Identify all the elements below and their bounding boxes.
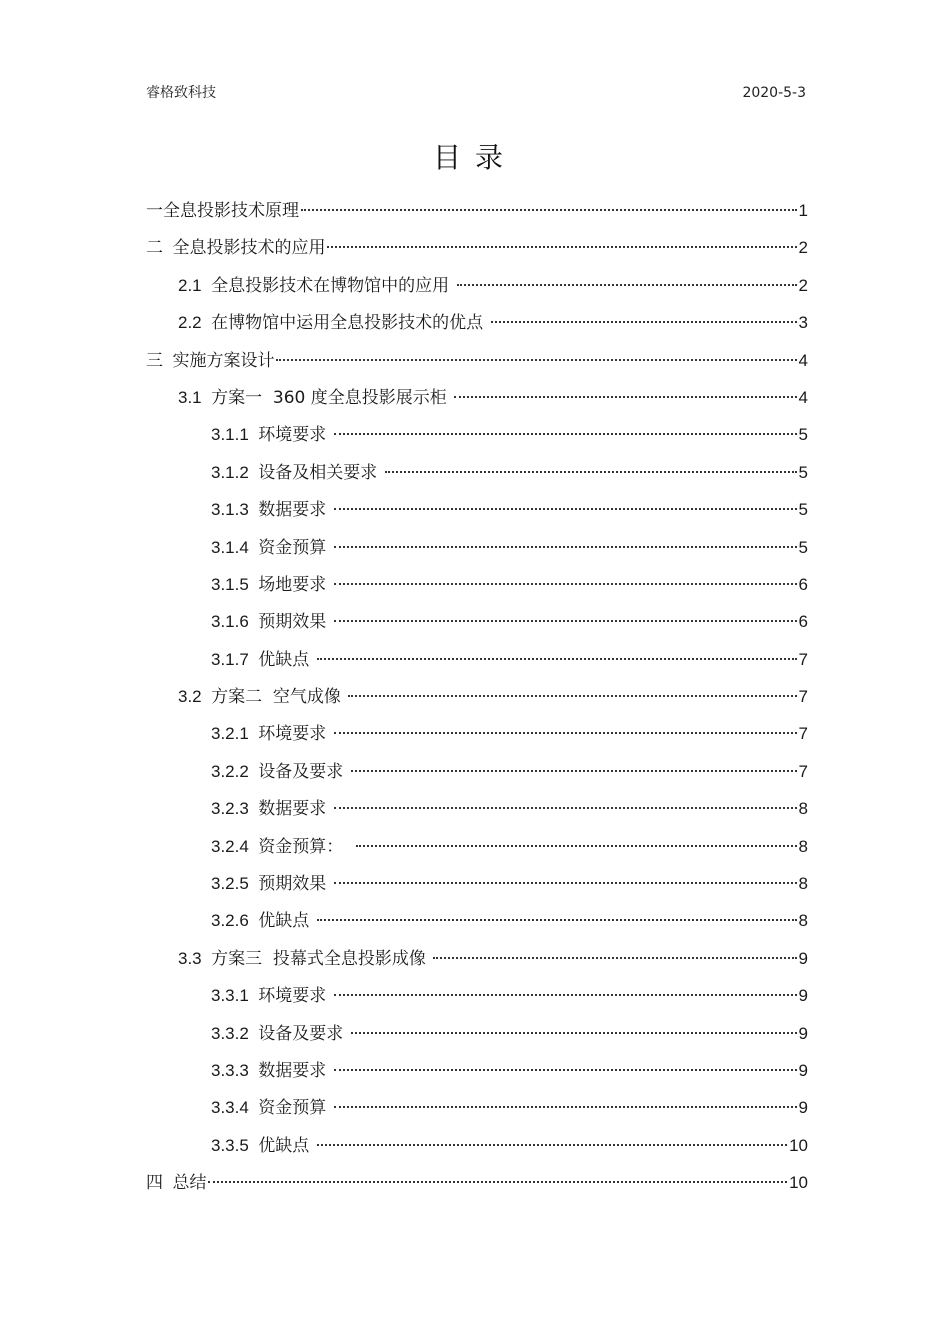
toc-dot-leader [208,1181,787,1183]
toc-entry-number: 3.2.4 [211,836,259,856]
toc-entry-page-number: 5 [798,425,808,445]
toc-entry-number: 四 [146,1173,173,1193]
toc-entry-title: 设备及相关要求 [258,462,383,483]
toc-entry-page-number: 7 [798,761,808,781]
toc-entry-page-number: 2 [798,238,808,258]
toc-entry-page-number: 9 [798,986,808,1006]
toc-entry-number: 3.1.2 [211,462,259,482]
toc-dot-leader [334,732,797,734]
toc-entry-page-number: 8 [798,874,808,894]
toc-entry-number: 3.2.6 [211,911,259,931]
toc-entry[interactable] [146,645,808,682]
toc-entry-title: 总结 [172,1173,207,1194]
toc-dot-leader [457,284,797,286]
toc-entry[interactable] [146,346,808,383]
table-of-contents [146,196,808,1206]
toc-entry-title: 环境要求 [258,986,332,1007]
toc-dot-leader [334,1106,797,1108]
toc-entry-number: 3.1 [178,387,212,407]
toc-entry-number: 3.3.3 [211,1060,259,1080]
toc-entry-page-number: 8 [798,911,808,931]
toc-entry[interactable] [146,570,808,607]
toc-dot-leader [334,882,797,884]
toc-entry-title: 优缺点 [258,1135,315,1156]
toc-entry-title: 设备及要求 [258,761,349,782]
toc-entry[interactable] [146,832,808,869]
toc-entry-number: 2.1 [178,275,212,295]
toc-entry-title: 在博物馆中运用全息投影技术的优点 [211,313,489,334]
toc-entry-title: 设备及要求 [258,1023,349,1044]
toc-entry-number: 3.3.5 [211,1135,259,1155]
toc-entry-number: 3.2.2 [211,761,259,781]
toc-entry-page-number: 2 [798,275,808,295]
toc-entry[interactable] [146,495,808,532]
toc-entry-title: 预期效果 [258,612,332,633]
toc-entry-number: 3.1.6 [211,612,259,632]
toc-entry-page-number: 8 [798,799,808,819]
toc-entry-title: 实施方案设计 [172,350,275,371]
toc-entry[interactable] [146,233,808,270]
toc-dot-leader [491,321,797,323]
toc-entry-title: 方案三 投幕式全息投影成像 [211,948,432,969]
toc-entry-page-number: 4 [798,350,808,370]
toc-entry[interactable] [146,1093,808,1130]
toc-entry-title: 全息投影技术的应用 [172,238,326,259]
toc-entry[interactable] [146,1131,808,1168]
toc-dot-leader [327,246,796,248]
toc-entry-number: 3.2.1 [211,724,259,744]
toc-entry-title: 环境要求 [258,425,332,446]
toc-entry-title: 数据要求 [258,1060,332,1081]
toc-entry[interactable] [146,1168,808,1205]
toc-entry-number: 3.3.4 [211,1098,259,1118]
toc-entry[interactable] [146,607,808,644]
toc-title: 目录 [432,141,517,174]
toc-entry-title: 方案一 360 度全息投影展示柜 [211,387,453,408]
toc-entry[interactable] [146,458,808,495]
toc-dot-leader [351,770,797,772]
toc-entry-number: 3.3.1 [211,986,259,1006]
toc-entry[interactable] [146,981,808,1018]
toc-entry[interactable] [146,794,808,831]
toc-entry-title: 一全息投影技术原理 [146,201,299,221]
toc-entry-page-number: 9 [798,948,808,968]
toc-entry-number: 3.1.5 [211,574,259,594]
toc-entry-number: 三 [146,350,173,370]
toc-entry[interactable] [146,271,808,308]
toc-entry-page-number: 8 [798,836,808,856]
toc-dot-leader [276,359,796,361]
toc-dot-leader [334,1069,797,1071]
toc-entry[interactable] [146,308,808,345]
toc-entry[interactable] [146,196,808,233]
toc-dot-leader [334,994,797,996]
toc-entry[interactable] [146,383,808,420]
toc-dot-leader [334,620,797,622]
toc-entry-number: 3.2.5 [211,874,259,894]
toc-entry-title: 场地要求 [258,574,332,595]
toc-entry-number: 3.2 [178,687,212,707]
toc-entry-page-number: 5 [798,537,808,557]
toc-entry-page-number: 9 [798,1060,808,1080]
toc-entry-page-number: 9 [798,1023,808,1043]
toc-entry-number: 3.1.1 [211,425,259,445]
toc-entry-page-number: 3 [798,313,808,333]
toc-dot-leader [351,1032,797,1034]
toc-entry-page-number: 5 [798,462,808,482]
toc-entry-page-number: 10 [789,1135,808,1155]
toc-entry-page-number: 6 [798,612,808,632]
toc-entry-page-number: 6 [798,574,808,594]
toc-entry-title: 资金预算 [258,537,332,558]
header-date: 2020-5-3 [742,85,806,101]
toc-entry[interactable] [146,682,808,719]
toc-entry-title: 优缺点 [258,649,315,670]
toc-dot-leader [334,583,797,585]
toc-entry-number: 3.1.4 [211,537,259,557]
toc-entry-title: 环境要求 [258,724,332,745]
toc-entry-page-number: 10 [789,1173,808,1193]
toc-entry-number: 3.1.7 [211,649,259,669]
toc-dot-leader [433,957,796,959]
toc-entry[interactable] [146,1019,808,1056]
toc-dot-leader [334,433,797,435]
toc-dot-leader [385,471,797,473]
toc-entry-title: 优缺点 [258,911,315,932]
toc-dot-leader [317,658,797,660]
header-company: 睿格致科技 [146,85,216,101]
toc-entry[interactable] [146,533,808,570]
toc-dot-leader [348,695,796,697]
toc-entry-page-number: 9 [798,1098,808,1118]
toc-dot-leader [317,919,797,921]
toc-entry-title: 方案二 空气成像 [211,687,347,708]
toc-entry-number: 3.2.3 [211,799,259,819]
toc-entry-number: 3.1.3 [211,500,259,520]
toc-entry-page-number: 7 [798,649,808,669]
toc-entry[interactable] [146,757,808,794]
toc-entry-number: 3.3.2 [211,1023,259,1043]
toc-dot-leader [356,845,796,847]
toc-entry-page-number: 7 [798,687,808,707]
toc-entry-page-number: 4 [798,387,808,407]
toc-entry-title: 资金预算 [258,1098,332,1119]
toc-entry-number: 二 [146,238,173,258]
toc-dot-leader [334,807,797,809]
toc-dot-leader [317,1144,787,1146]
toc-dot-leader [301,209,797,211]
toc-entry[interactable] [146,420,808,457]
toc-entry-number: 2.2 [178,313,212,333]
toc-entry-title: 数据要求 [258,500,332,521]
page-header [146,84,806,102]
toc-dot-leader [334,546,797,548]
toc-entry-title: 预期效果 [258,874,332,895]
toc-entry-number: 3.3 [178,948,212,968]
toc-entry-page-number: 5 [798,500,808,520]
toc-entry-title: 全息投影技术在博物馆中的应用 [211,275,455,296]
toc-entry[interactable] [146,1056,808,1093]
toc-entry-title: 数据要求 [258,799,332,820]
toc-entry-page-number: 7 [798,724,808,744]
toc-entry-page-number: 1 [798,201,808,220]
toc-entry[interactable] [146,719,808,756]
toc-entry-title: 资金预算： [258,836,355,857]
toc-entry[interactable] [146,869,808,906]
toc-dot-leader [454,396,796,398]
toc-entry[interactable] [146,944,808,981]
toc-entry[interactable] [146,906,808,943]
toc-dot-leader [334,508,797,510]
